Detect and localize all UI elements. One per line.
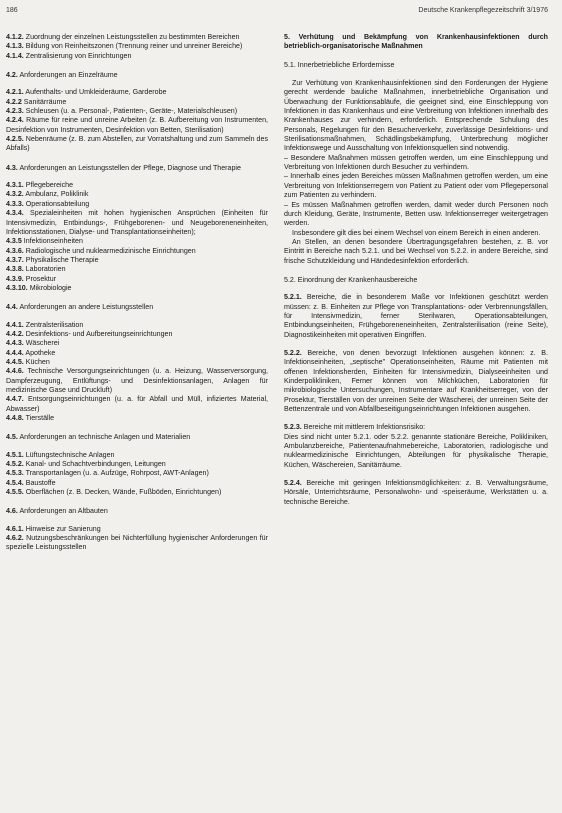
item-text: Transportanlagen (u. a. Aufzüge, Rohrpost, AWT-Anlagen) (25, 469, 209, 478)
item-text: Bereiche, die in besonderem Maße vor Infektionen geschützt werden müssen: z. B. Einheiten zur Pflege von Transplantations- oder Verbrennungsfällen, für Intensivmedizin, ferner Sterilwaren, Operationsabteilungen, Entbindungseinheiten, Frühgeboreneneinheiten, Zentralsterilisation (reine Seite), Diagnostikeinheiten mit operativen Eingriffen. (284, 293, 548, 339)
item-text: Bereiche, von denen bevorzugt Infektionen ausgehen können: z. B. Infektionseinheiten, „septische" Operationseinheiten, Räume mit Patienten mit offenen Infektionsherden, Einheiten für Intensivmedizin, Dialyseeinheiten und Kinderpolikliniken, Ferner können von Milchküchen, Laboratorien für mikrobiologische Untersuchungen, Instrumentare auf Krankheitserreger, von der Prosektur, Tierställen von der unreinen Seite der Wäscherei, der unreinen Seite der Bettenzentrale und von Abfallbeseitigungseinrichtungen Infektionen ausgehen. (284, 348, 548, 414)
item-text: Tierställe (25, 414, 55, 423)
section-heading (6, 507, 268, 516)
item-number: 4.6. (6, 507, 18, 516)
item-number: 4.3.8. (6, 265, 24, 274)
item-number: 4.5.1. (6, 450, 24, 459)
item-number: 4.3.2. (6, 190, 24, 199)
item-text: Operationsabteilung (25, 199, 90, 208)
item-number: 4.6.1. (6, 524, 24, 533)
item-number: 4.5.2. (6, 460, 24, 469)
item-number: 4.1.4. (6, 51, 24, 60)
item-text: Infektionseinheiten (23, 237, 83, 246)
outline-item (6, 330, 268, 339)
item-number: 4.1.2. (6, 33, 24, 41)
outline-item (6, 534, 268, 553)
outline-item (6, 135, 268, 154)
item-number: 4.4.4. (6, 348, 24, 357)
item-text: Kanal- und Schachtverbindungen, Leitungen (25, 460, 166, 469)
outline-item (6, 265, 268, 274)
item-number: 4.3. (6, 163, 18, 172)
subsection-5-1-heading: 5.1. Innerbetriebliche Erfordernisse (284, 60, 395, 69)
item-number: 4.2.5. (6, 135, 24, 144)
outline-item (6, 451, 268, 460)
item-text: Anforderungen an Leistungsstellen der Pflege, Diagnose und Therapie (19, 163, 241, 172)
item-text: Pflegebereiche (25, 181, 74, 190)
item-number: 4.5.3. (6, 469, 24, 478)
running-header: Deutsche Krankenpflegezeitschrift 3/1976 (418, 7, 548, 14)
left-column (6, 33, 268, 553)
paragraph: Insbesondere gilt dies bei einem Wechsel von einem Bereich in einen anderen. (292, 228, 541, 237)
item-text: Hinweise zur Sanierung (25, 524, 101, 533)
item-text: Anforderungen an Einzelräume (19, 71, 118, 80)
paragraph: Dies sind nicht unter 5.2.1. oder 5.2.2. genannte stationäre Bereiche, Polikliniken, Ambulanzbereiche, Patientenaufnahmebereiche, Laboratorien, radiologische und nuklearmedizinische Einrichtungen, Abteilungen für physikalische Therapie, Küchen, Wäschereien, Sanitärräume. (284, 432, 548, 469)
item-text: Radiologische und nuklearmedizinische Einrichtungen (25, 246, 196, 255)
item-number: 4.4.3. (6, 339, 24, 348)
item-number: 4.2.2 (6, 97, 22, 106)
outline-item (6, 52, 268, 61)
item-text: Physikalische Therapie (25, 255, 99, 264)
outline-item (6, 209, 268, 237)
bullet-paragraph: – Innerhalb eines jeden Bereiches müssen Maßnahmen getroffen werden, um eine Verbreitung von Infektionserregern von Patient zu Patient oder vom Pflegepersonal zum Patienten zu verhindern. (284, 172, 548, 200)
item-number: 4.2.1. (6, 88, 24, 97)
item-number: 5.2.3. (284, 423, 302, 432)
item-text: Anforderungen an technische Anlagen und Materialien (19, 433, 191, 442)
outline-item (6, 42, 268, 51)
item-number: 4.5.5. (6, 488, 24, 497)
outline-item (6, 349, 268, 358)
item-text: Zentralisierung von Einrichtungen (25, 51, 132, 60)
item-text: Oberflächen (z. B. Decken, Wände, Fußböden, Einrichtungen) (25, 488, 222, 497)
item-text: Wäscherei (25, 339, 60, 348)
item-number: 4.4.7. (6, 395, 24, 404)
item-5-2-2 (284, 349, 548, 414)
outline-item (6, 256, 268, 265)
outline-item (6, 275, 268, 284)
item-number: 4.4.2. (6, 329, 24, 338)
outline-item (6, 339, 268, 348)
outline-item (6, 525, 268, 534)
right-column (284, 33, 548, 507)
outline-item (6, 479, 268, 488)
item-number: 4.5. (6, 433, 18, 442)
item-number: 4.6.2. (6, 534, 24, 543)
outline-item (6, 107, 268, 116)
outline-item (6, 284, 268, 293)
section-heading (6, 433, 268, 442)
item-text: Bildung von Reinheitszonen (Trennung reiner und unreiner Bereiche) (25, 42, 243, 51)
item-text: Anforderungen an andere Leistungsstellen (19, 303, 154, 312)
outline-item (6, 190, 268, 199)
section-5-title: 5. Verhütung und Bekämpfung von Krankenhausinfektionen durch betrieblich-organisatorische Maßnahmen (284, 33, 548, 51)
item-5-2-1 (284, 293, 548, 340)
item-number: 5.2.1. (284, 293, 302, 302)
outline-item (6, 116, 268, 135)
item-number: 4.2. (6, 71, 18, 80)
item-number: 4.3.6. (6, 246, 24, 255)
item-number: 4.4.6. (6, 367, 24, 376)
item-text: Technische Versorgungseinrichtungen (u. a. Heizung, Wasserversorgung, Dampferzeugung, Entlüftungs- und Desinfektionsanlagen, Anlagen für medizinische Gase und Druckluft) (6, 367, 269, 394)
section-heading (6, 71, 268, 80)
outline-item (6, 237, 268, 246)
item-number: 5.2.4. (284, 479, 302, 488)
paragraph: An Stellen, an denen besondere Übertragungsgefahren bestehen, z. B. vor Eintritt in Bereiche nach 5.2.1. und bei Wechsel von 5.2.2. in andere Bereiche, sind frische Schutzkleidung und Händedesinfektion erforderlich. (284, 237, 548, 265)
item-text: Entsorgungseinrichtungen (u. a. für Abfall und Müll, infiziertes Material, Abwasser) (6, 395, 268, 413)
item-text: Prosektur (25, 274, 57, 283)
item-number: 4.3.1. (6, 181, 24, 190)
item-text: Nutzungsbeschränkungen bei Nichterfüllung hygienischer Anforderungen für spezielle Leistungsstellen (6, 534, 268, 552)
item-text: Schleusen (u. a. Personal-, Patienten-, Geräte-, Materialschleusen) (25, 107, 238, 116)
item-number: 4.2.4. (6, 116, 24, 125)
item-number: 5.2.2. (284, 348, 302, 357)
bullet-paragraph: – Besondere Maßnahmen müssen getroffen werden, um eine Einschleppung und Verbreitung von Infektionen durch Besucher zu verhindern. (284, 153, 548, 172)
item-number: 4.3.3. (6, 199, 24, 208)
outline-item (6, 460, 268, 469)
outline-item (6, 33, 268, 42)
paragraph: Zur Verhütung von Krankenhausinfektionen sind den Forderungen der Hygiene gerecht werdende bauliche Maßnahmen, innerbetriebliche Organisation und Überwachung der Funktionsabläufe, die geeignet sind, eine Einschleppung von Infektionen in das Krankenhaus und eine Verbreitung von Infektionen innerhalb des Krankenhauses zur verhindern, erforderlich. Entsprechende Schulung des Personals, Regelungen für den Besucherverkehr, zuverlässige Desinfektions- und Sterilisationsmaßnahmen, Schädlingsbekämpfung, Unterbrechung möglicher Infektionswege und Ausschaltung von Infektionsquellen sind notwendig. (284, 79, 548, 153)
item-5-2-3 (284, 423, 548, 432)
item-text: Laboratorien (25, 265, 66, 274)
item-5-2-4 (284, 479, 548, 507)
item-text: Desinfektions- und Aufbereitungseinrichtungen (25, 329, 173, 338)
item-text: Anforderungen an Altbauten (19, 507, 108, 516)
item-number: 4.5.4. (6, 478, 24, 487)
outline-item (6, 200, 268, 209)
item-number: 4.1.3. (6, 42, 24, 51)
item-text: Lüftungstechnische Anlagen (25, 450, 115, 459)
outline-item (6, 367, 268, 395)
item-text: Mikrobiologie (29, 283, 72, 292)
outline-item (6, 181, 268, 190)
outline-item (6, 469, 268, 478)
item-text: Bereiche mit mittlerem Infektionsrisiko: (303, 423, 426, 432)
item-number: 4.3.9. (6, 274, 24, 283)
item-number: 4.3.5 (6, 237, 22, 246)
item-text: Ambulanz, Poliklinik (25, 190, 89, 199)
item-text: Küchen (25, 357, 50, 366)
page-number: 186 (6, 7, 18, 14)
item-text: Sanitärräume (23, 97, 67, 106)
outline-item (6, 358, 268, 367)
item-number: 4.4.8. (6, 414, 24, 423)
item-number: 4.4. (6, 303, 18, 312)
outline-item (6, 488, 268, 497)
item-text: Nebenräume (z. B. zum Abstellen, zur Vorratshaltung und zum Sammeln des Abfalls) (6, 135, 268, 153)
item-text: Bereiche mit geringen Infektionsmöglichkeiten: z. B. Verwaltungsräume, Hörsäle, Unterrichtsräume, Personalwohn- und -speiseräume, Werkstätten u. a. technische Bereiche. (284, 479, 548, 506)
item-text: Apotheke (25, 348, 56, 357)
outline-item (6, 414, 268, 423)
subsection-5-2-heading: 5.2. Einordnung der Krankenhausbereiche (284, 275, 418, 284)
section-heading (6, 164, 268, 173)
outline-item (6, 98, 268, 107)
item-number: 4.4.5. (6, 357, 24, 366)
outline-item (6, 321, 268, 330)
item-number: 4.3.4. (6, 209, 24, 218)
item-text: Aufenthalts- und Umkleideräume, Garderobe (25, 88, 167, 97)
item-number: 4.3.10. (6, 283, 28, 292)
item-text: Baustoffe (25, 478, 56, 487)
item-text: Spezialeinheiten mit hohen hygienischen Ansprüchen (Einheiten für Intensivmedizin, Entbindungs-, Frühgeborenen- und Neugeboreneneinheiten, Infektionsstationen, Dialyse- und Transplantationseinheiten); (6, 209, 268, 236)
outline-item (6, 395, 268, 414)
section-heading (6, 303, 268, 312)
item-number: 4.2.3. (6, 107, 24, 116)
item-number: 4.4.1. (6, 320, 24, 329)
outline-item (6, 88, 268, 97)
bullet-paragraph: – Es müssen Maßnahmen getroffen werden, damit weder durch Personen noch durch Kleidung, Geräte, Instrumente, Betten usw. Infektionserreger weitergetragen werden. (284, 200, 548, 228)
item-text: Zuordnung der einzelnen Leistungsstellen zu bestimmten Bereichen (25, 33, 240, 41)
item-number: 4.3.7. (6, 255, 24, 264)
outline-item (6, 247, 268, 256)
item-text: Zentralsterilisation (25, 320, 84, 329)
item-text: Räume für reine und unreine Arbeiten (z. B. Aufbereitung von Instrumenten, Desinfektion von Instrumenten, Desinfektion von Betten, Sterilisation) (6, 116, 268, 134)
